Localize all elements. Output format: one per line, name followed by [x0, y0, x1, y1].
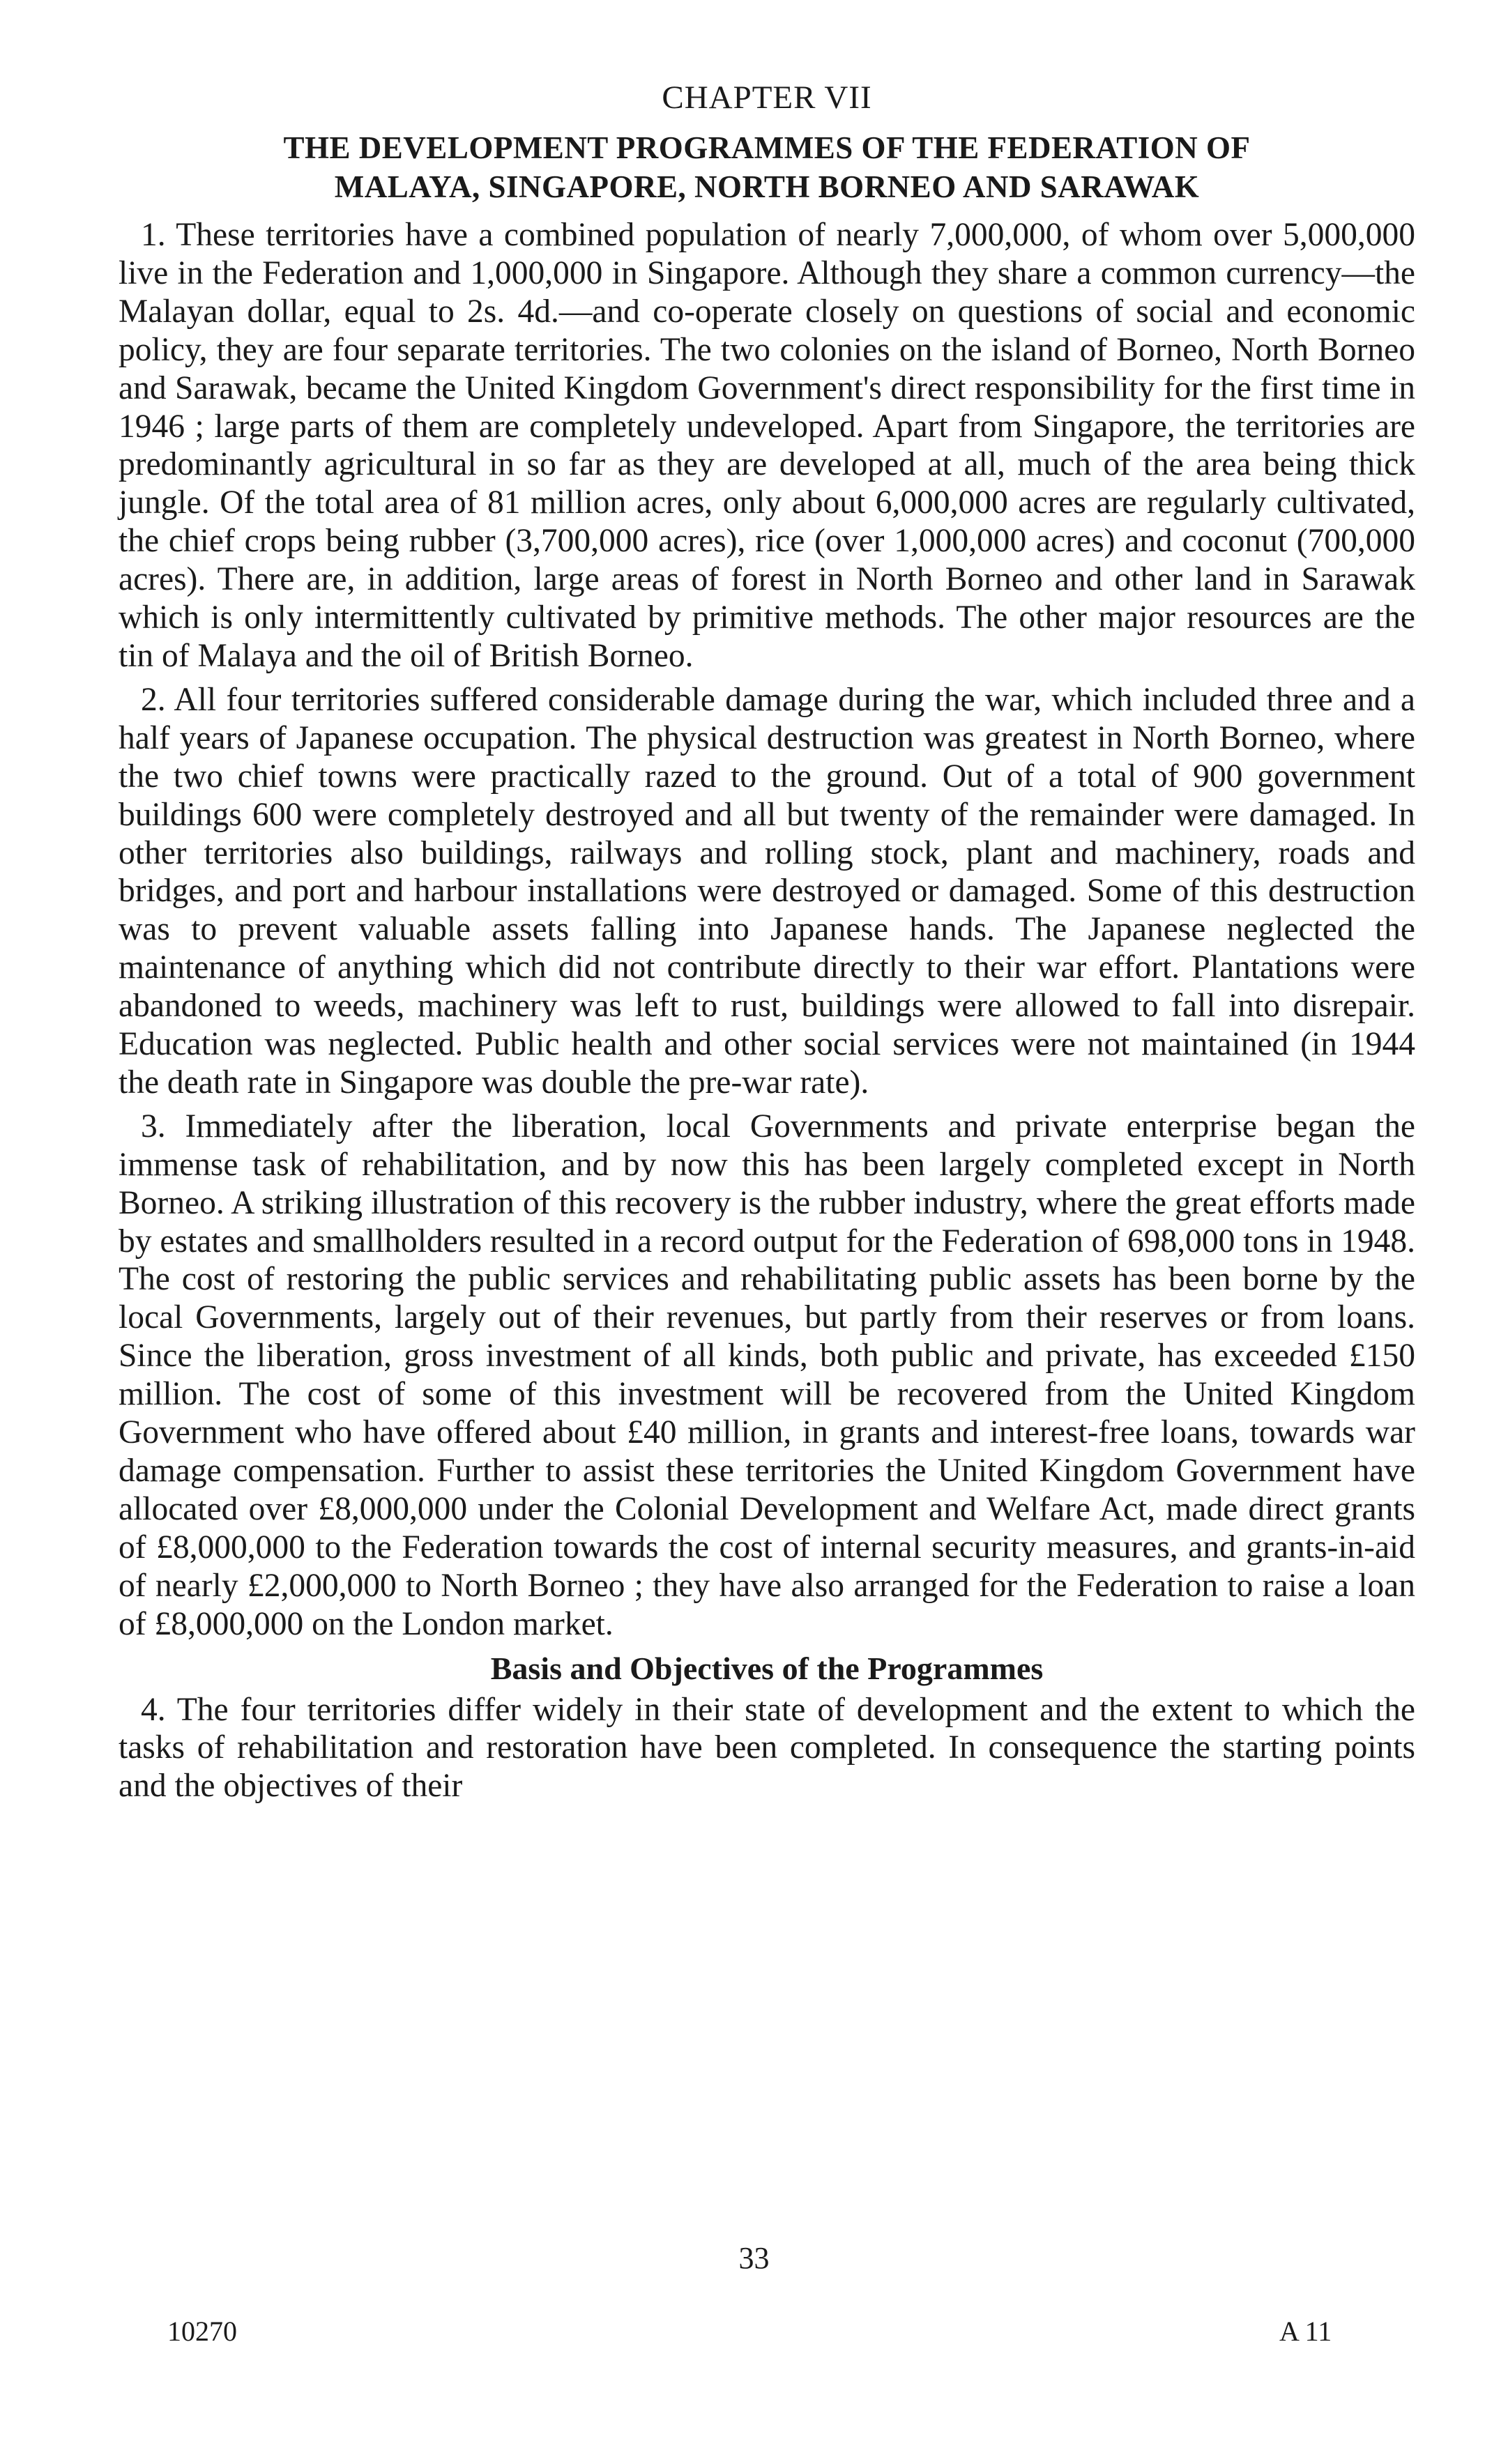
chapter-title-line-1: THE DEVELOPMENT PROGRAMMES OF THE FEDERATION OF [283, 130, 1251, 165]
paragraph-2: 2. All four territories suffered considerable damage during the war, which included three and a half years of Japanese occupation. The physical destruction was greatest in North Borneo, where the two chief towns were practically razed to the ground. Out of a total of 900 government buildings 600 were completely destroyed and all but twenty of the remainder were damaged. In other territories also buildings, railways and rolling stock, plant and machinery, roads and bridges, and port and harbour installations were destroyed or damaged. Some of this destruction was to prevent valuable assets falling into Japanese hands. The Japanese neglected the maintenance of anything which did not contribute directly to their war effort. Plantations were abandoned to weeds, machinery was left to rust, buildings were allowed to fall into disrepair. Education was neglected. Public health and other social services were not maintained (in 1944 the death rate in Singapore was double the pre-war rate). [119, 681, 1415, 1101]
signature-mark: A 11 [1279, 2316, 1332, 2347]
paragraph-3: 3. Immediately after the liberation, local Governments and private enterprise began the immense task of rehabilitation, and by now this has been largely completed except in North Borneo. A striking illustration of this recovery is the rubber industry, where the great efforts made by estates and smallholders resulted in a record output for the Federation of 698,000 tons in 1948. The cost of restoring the public services and rehabilitating public assets has been borne by the local Governments, largely out of their revenues, but partly from their reserves or from loans. Since the liberation, gross investment of all kinds, both public and private, has exceeded £150 million. The cost of some of this investment will be recovered from the United Kingdom Government who have offered about £40 million, in grants and interest-free loans, towards war damage compensation. Further to assist these territories the United Kingdom Government have allocated over £8,000,000 under the Colonial Development and Welfare Act, made direct grants of £8,000,000 to the Federation towards the cost of internal security measures, and grants-in-aid of nearly £2,000,000 to North Borneo ; they have also arranged for the Federation to raise a loan of £8,000,000 on the London market. [119, 1108, 1416, 1642]
chapter-title [119, 128, 1415, 206]
print-reference-code: 10270 [167, 2316, 237, 2347]
chapter-title-line-2: MALAYA, SINGAPORE, NORTH BORNEO AND SARAWAK [334, 169, 1200, 204]
page-number: 33 [738, 2241, 770, 2275]
chapter-heading: CHAPTER VII [662, 79, 872, 116]
document-page [119, 77, 1415, 1811]
paragraph-4: 4. The four territories differ widely in their state of development and the extent to which the tasks of rehabilitation and restoration have been completed. In consequence the starting points and the objectives of their [119, 1691, 1415, 1805]
paragraph-1: 1. These territories have a combined population of nearly 7,000,000, of whom over 5,000,000 live in the Federation and 1,000,000 in Singapore. Although they share a common currency—the Malayan dollar, equal to 2s. 4d.—and co-operate closely on questions of social and economic policy, they are four separate territories. The two colonies on the island of Borneo, North Borneo and Sarawak, became the United Kingdom Government's direct responsibility for the first time in 1946 ; large parts of them are completely undeveloped. Apart from Singapore, the territories are predominantly agricultural in so far as they are developed at all, much of the area being thick jungle. Of the total area of 81 million acres, only about 6,000,000 acres are regularly cultivated, the chief crops being rubber (3,700,000 acres), rice (over 1,000,000 acres) and coconut (700,000 acres). There are, in addition, large areas of forest in North Borneo and other land in Sarawak which is only intermittently cultivated by primitive methods. The other major resources are the tin of Malaya and the oil of British Borneo. [119, 217, 1415, 674]
section-subheading: Basis and Objectives of the Programmes [490, 1650, 1044, 1686]
